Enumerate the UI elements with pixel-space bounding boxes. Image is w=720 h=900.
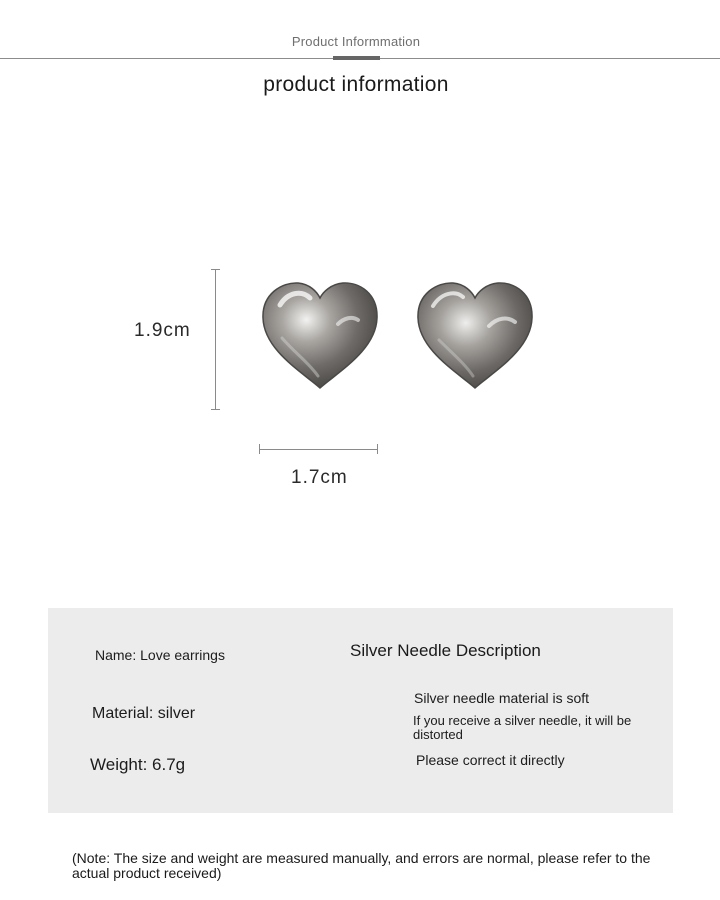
needle-description-heading: Silver Needle Description	[350, 641, 541, 660]
needle-description-line: Please correct it directly	[416, 752, 565, 768]
product-weight: Weight: 6.7g	[90, 755, 186, 774]
width-dimension-cap-right	[377, 444, 378, 454]
width-dimension-line	[259, 449, 377, 450]
header-divider-accent	[333, 56, 380, 60]
height-dimension-line	[215, 269, 216, 409]
height-label: 1.9cm	[134, 320, 191, 341]
width-label: 1.7cm	[291, 467, 348, 488]
section-tab-label: Product Informmation	[291, 34, 421, 49]
height-dimension-cap-top	[211, 269, 220, 270]
width-dimension-cap-left	[259, 444, 260, 454]
height-dimension-cap-bottom	[211, 409, 220, 410]
page-title: product information	[263, 73, 449, 96]
needle-description-line: If you receive a silver needle, it will be distorted	[413, 713, 632, 742]
earring-right-image	[415, 280, 535, 390]
needle-description-line: Silver needle material is soft	[414, 690, 590, 706]
product-name: Name: Love earrings	[95, 647, 225, 663]
measurement-note: (Note: The size and weight are measured manually, and errors are normal, please refer to the actual product received)	[72, 850, 651, 881]
earring-left-image	[260, 280, 380, 390]
product-material: Material: silver	[92, 705, 196, 722]
